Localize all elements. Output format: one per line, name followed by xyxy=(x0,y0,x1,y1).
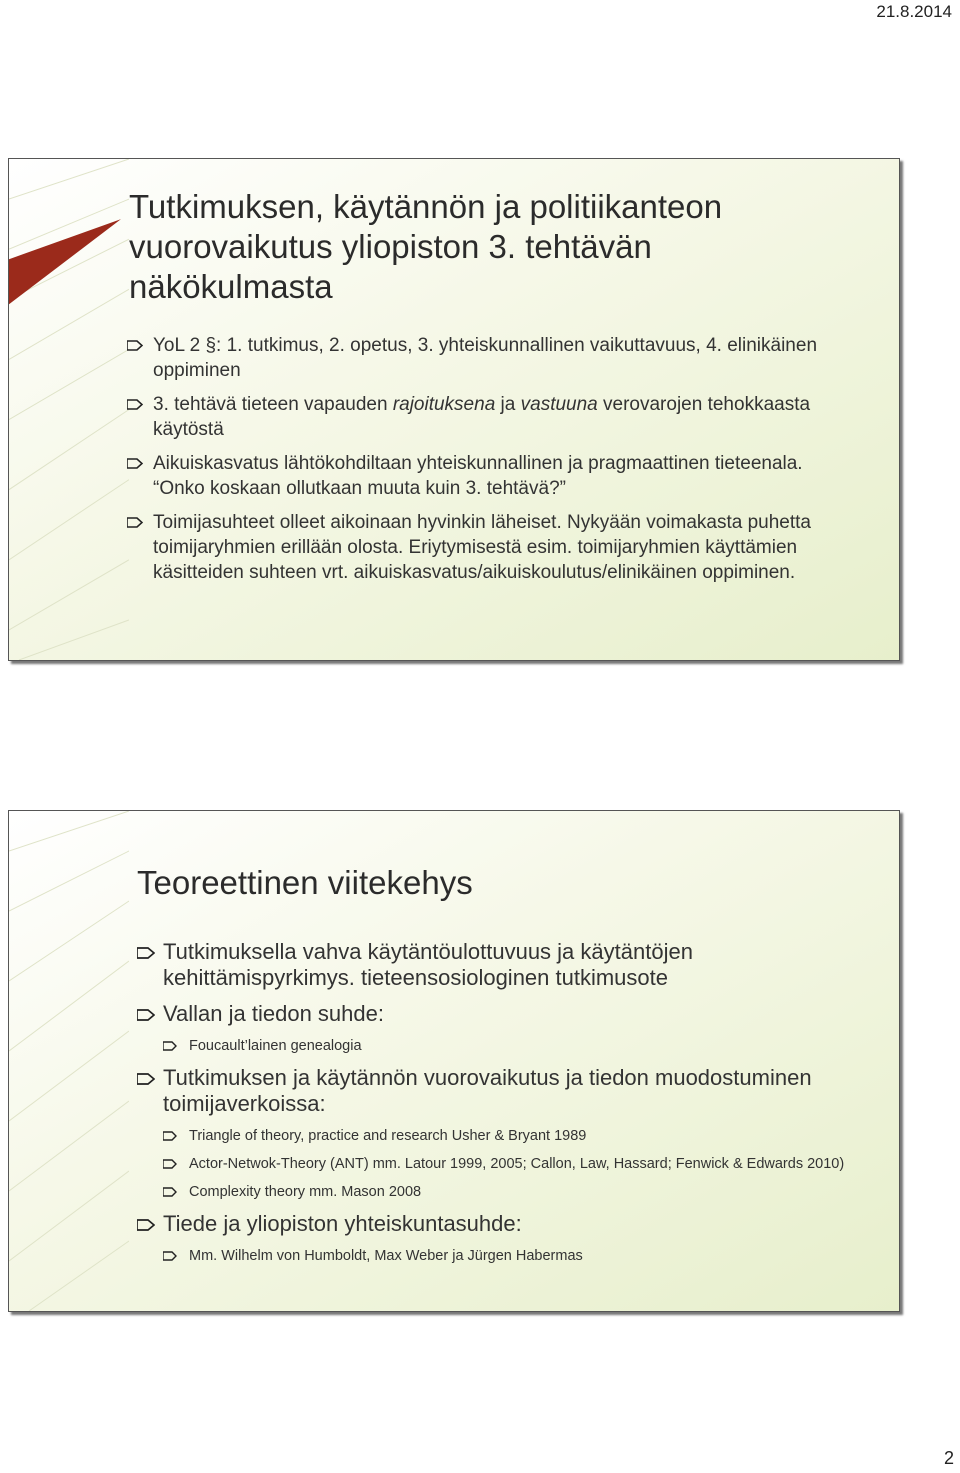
bullet-text: YoL 2 §: 1. tutkimus, 2. opetus, 3. yhteiskunnallinen vaikuttavuus, 4. elinikäinen oppiminen xyxy=(153,335,818,381)
list-item xyxy=(127,451,847,501)
bullet-arrow-icon xyxy=(127,340,143,351)
bullet-text: Actor-Netwok-Theory (ANT) mm. Latour 1999, 2005; Callon, Law, Hassard; Fenwick & Edwards 2010) xyxy=(189,1156,845,1172)
title-line-3: näkökulmasta xyxy=(129,268,333,305)
slide-1-bullets xyxy=(127,333,847,594)
list-item xyxy=(137,1037,877,1055)
bullet-text: Tutkimuksen ja käytännön vuorovaikutus ja tiedon muodostuminen toimijaverkoissa: xyxy=(163,1065,812,1116)
list-item xyxy=(137,1183,877,1201)
slide-1 xyxy=(8,158,900,661)
bullet-arrow-icon xyxy=(163,1187,177,1197)
bullet-text: Toimijasuhteet olleet aikoinaan hyvinkin läheiset. Nykyään voimakasta puhetta toimijaryhmien erillään olosta. Eriytymisestä esim. toimijaryhmien käyttämien käsitteiden suhteen vrt. aikuiskasvatus/aikuiskoulutus/elinikäinen oppiminen. xyxy=(153,512,811,583)
bullet-arrow-icon xyxy=(163,1251,177,1261)
bullet-arrow-icon xyxy=(127,458,143,469)
bullet-text: Mm. Wilhelm von Humboldt, Max Weber ja Jürgen Habermas xyxy=(189,1248,583,1264)
bullet-text: Vallan ja tiedon suhde: xyxy=(163,1001,384,1026)
bullet-text: Complexity theory mm. Mason 2008 xyxy=(189,1184,422,1200)
bullet-text: Triangle of theory, practice and research Usher & Bryant 1989 xyxy=(189,1128,587,1144)
bullet-arrow-icon xyxy=(163,1131,177,1141)
bullet-arrow-icon xyxy=(163,1159,177,1169)
bullet-text-pre: 3. tehtävä tieteen vapauden xyxy=(153,394,393,415)
bullet-arrow-icon xyxy=(137,1009,155,1021)
bullet-text-em-1: rajoituksena xyxy=(392,394,496,415)
list-item xyxy=(127,333,847,383)
bullet-arrow-icon xyxy=(137,1219,155,1231)
slide-1-title xyxy=(129,187,849,307)
list-item xyxy=(127,392,847,442)
bullet-arrow-icon xyxy=(127,517,143,528)
bullet-text-em-2: vastuuna xyxy=(520,394,598,415)
title-line-1: Tutkimuksen, käytännön ja politiikanteon xyxy=(129,188,723,225)
bullet-arrow-icon xyxy=(163,1041,177,1051)
page-number: 2 xyxy=(943,1448,954,1468)
bullet-text-mid: ja xyxy=(495,394,521,415)
slide-2 xyxy=(8,810,900,1312)
bullet-arrow-icon xyxy=(137,947,155,959)
bullet-text: Aikuiskasvatus lähtökohdiltaan yhteiskunnallinen ja pragmaattinen tieteenala. “Onko koskaan ollutkaan muuta kuin 3. tehtävä?” xyxy=(153,453,803,499)
list-item xyxy=(137,1065,877,1117)
slide-2-title: Teoreettinen viitekehys xyxy=(137,864,473,901)
list-item xyxy=(137,1211,877,1237)
bullet-text: Tiede ja yliopiston yhteiskuntasuhde: xyxy=(163,1211,522,1236)
list-item xyxy=(137,1001,877,1027)
title-line-2: vuorovaikutus yliopiston 3. tehtävän xyxy=(129,228,652,265)
list-item xyxy=(137,1155,877,1173)
bullet-text: Tutkimuksella vahva käytäntöulottuvuus ja käytäntöjen kehittämispyrkimys. tieteensosiologinen tutkimusote xyxy=(163,939,693,990)
bullet-arrow-icon xyxy=(137,1073,155,1085)
bullet-arrow-icon xyxy=(127,399,143,410)
slide-2-bullets xyxy=(137,939,877,1275)
list-item xyxy=(137,939,877,991)
list-item xyxy=(137,1247,877,1265)
list-item xyxy=(127,510,847,585)
list-item xyxy=(137,1127,877,1145)
bullet-text-post: verovarojen tehokkaasta käytöstä xyxy=(153,394,811,440)
bullet-text: Foucault’lainen genealogia xyxy=(189,1038,362,1054)
date-header: 21.8.2014 xyxy=(876,2,952,21)
